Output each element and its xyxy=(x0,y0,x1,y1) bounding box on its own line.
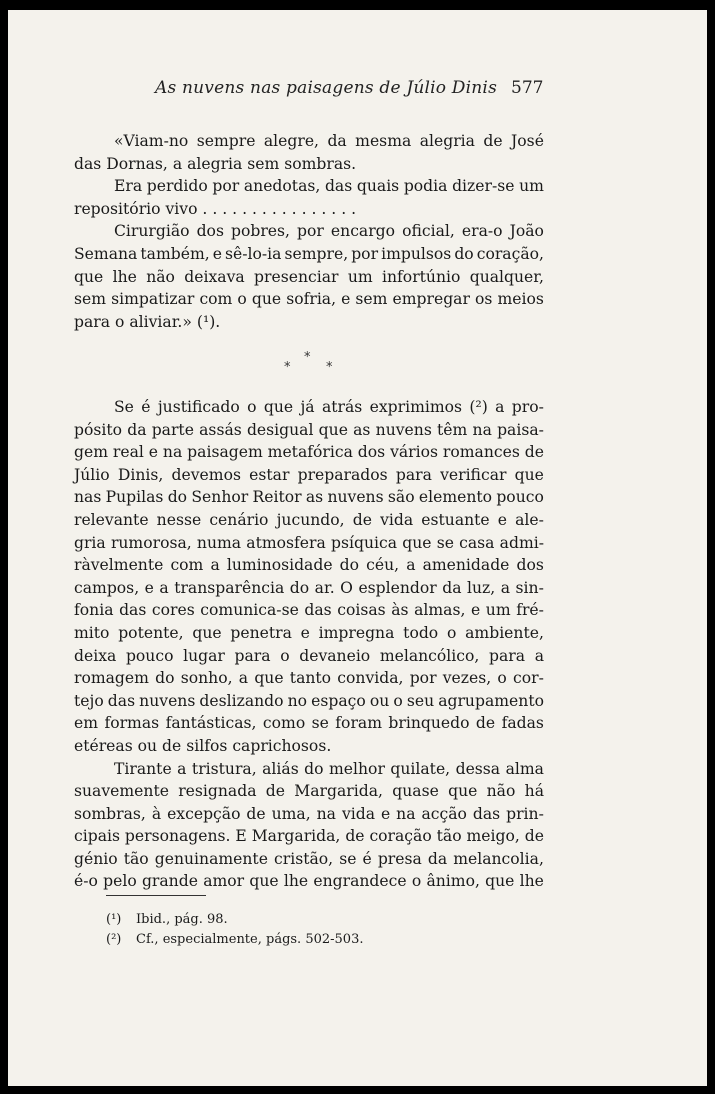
asterisk: * xyxy=(326,360,333,375)
text-line: Tirante a tristura, aliás do melhor quilate, dessa alma xyxy=(114,759,544,778)
book-page xyxy=(8,10,707,1086)
text-line: é-o pelo grande amor que lhe engrandece o ânimo, que lhe xyxy=(74,872,544,891)
text-line: sem simpatizar com o que sofria, e sem empregar os meios xyxy=(74,290,544,309)
text-line: para o aliviar.» (¹). xyxy=(74,312,221,331)
text-line: sombras, à excepção de uma, na vida e na acção das prin- xyxy=(74,804,544,823)
text-line: pósito da parte assás desigual que as nuvens têm na paisa- xyxy=(74,420,544,439)
text-line: gem real e na paisagem metafórica dos vários romances de xyxy=(74,443,544,462)
text-line: nas Pupilas do Senhor Reitor as nuvens são elemento pouco xyxy=(74,488,544,507)
body-text-block xyxy=(74,396,544,893)
text-line: Cirurgião dos pobres, por encargo oficial, era-o João xyxy=(114,222,544,241)
text-line: repositório vivo . . . . . . . . . . . . . . . . xyxy=(74,199,357,218)
quotation-block xyxy=(74,130,544,333)
page-number: 577 xyxy=(511,78,544,98)
asterisk: * xyxy=(304,350,311,365)
text-line: Júlio Dinis, devemos estar preparados para verificar que xyxy=(74,465,544,484)
text-line: gria rumorosa, numa atmosfera psíquica que se casa admi- xyxy=(74,533,544,552)
footnote-text: Ibid., pág. 98. xyxy=(136,912,228,927)
text-line: fonia das cores comunica-se das coisas às almas, e um fré- xyxy=(74,601,544,620)
text-line: romagem do sonho, a que tanto convida, por vezes, o cor- xyxy=(74,669,544,688)
text-line: relevante nesse cenário jucundo, de vida estuante e ale- xyxy=(74,510,544,529)
section-break-asterism xyxy=(8,350,707,380)
text-line: das Dornas, a alegria sem sombras. xyxy=(74,154,357,173)
running-title: As nuvens nas paisagens de Júlio Dinis xyxy=(155,78,497,98)
text-line: mito potente, que penetra e impregna todo o ambiente, xyxy=(74,623,544,642)
text-line: ràvelmente com a luminosidade do céu, a amenidade dos xyxy=(74,556,544,575)
footnote-text: Cf., especialmente, págs. 502-503. xyxy=(136,932,364,947)
text-line: Semana também, e sê-lo-ia sempre, por impulsos do coração, xyxy=(74,244,544,263)
text-line: suavemente resignada de Margarida, quase que não há xyxy=(74,782,544,801)
footnote xyxy=(106,930,363,950)
text-line: deixa pouco lugar para o devaneio melancólico, para a xyxy=(74,646,544,665)
page-header xyxy=(8,78,707,102)
text-line: tejo das nuvens deslizando no espaço ou o seu agrupamento xyxy=(74,691,544,710)
footnote-rule xyxy=(106,895,206,896)
footnote xyxy=(106,910,363,930)
text-line: Era perdido por anedotas, das quais podia dizer-se um xyxy=(114,177,544,196)
asterisk: * xyxy=(284,360,291,375)
text-line: «Viam-no sempre alegre, da mesma alegria de José xyxy=(114,132,544,150)
text-line: Se é justificado o que já atrás exprimimos (²) a pro- xyxy=(114,398,544,416)
text-line: génio tão genuinamente cristão, se é presa da melancolia, xyxy=(74,849,544,868)
text-line: cipais personagens. E Margarida, de coração tão meigo, de xyxy=(74,827,544,846)
footnote-mark: (²) xyxy=(106,932,122,947)
text-line: que lhe não deixava presenciar um infortúnio qualquer, xyxy=(74,267,544,286)
text-line: em formas fantásticas, como se foram brinquedo de fadas xyxy=(74,714,544,733)
text-line: campos, e a transparência do ar. O esplendor da luz, a sin- xyxy=(74,578,544,597)
text-line: etéreas ou de silfos caprichosos. xyxy=(74,736,332,755)
footnotes xyxy=(106,910,363,950)
footnote-mark: (¹) xyxy=(106,912,122,927)
